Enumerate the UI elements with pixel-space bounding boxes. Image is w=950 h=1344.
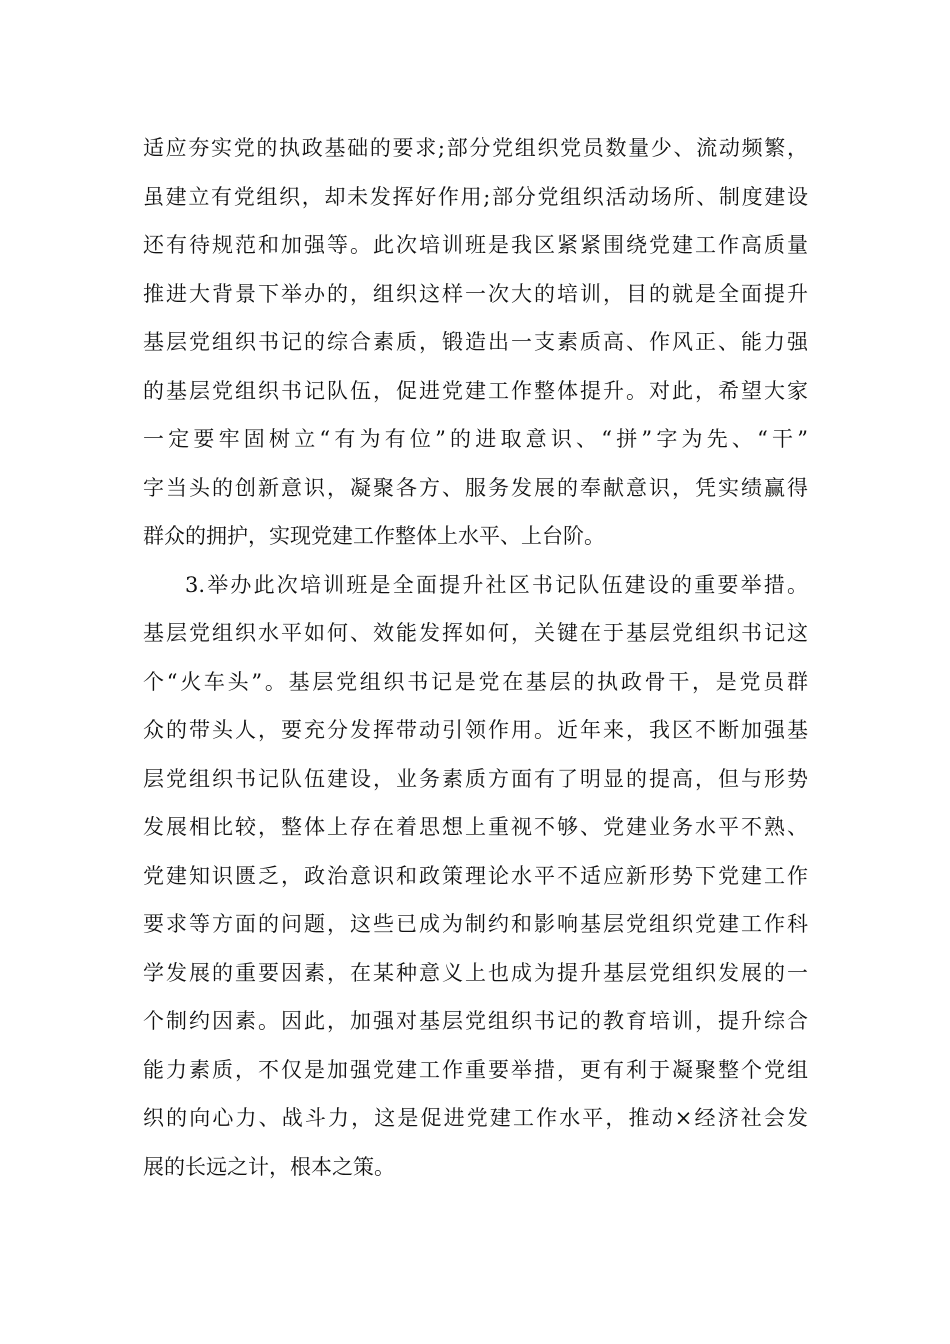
- text-line: 个制约因素。因此，加强对基层党组织书记的教育培训，提升综合: [143, 1009, 808, 1033]
- document-body: [143, 124, 808, 1191]
- paragraph-end-line: 群众的拥护，实现党建工作整体上水平、上台阶。: [143, 524, 605, 548]
- text-line: 学发展的重要因素，在某种意义上也成为提升基层党组织发展的一: [143, 960, 808, 985]
- text-line: 层党组织书记队伍建设，业务素质方面有了明显的提高，但与形势: [143, 766, 808, 791]
- text-line: 字当头的创新意识，凝聚各方、服务发展的奉献意识，凭实绩赢得: [143, 475, 808, 500]
- text-line: 织的向心力、战斗力，这是促进党建工作水平，推动×经济社会发: [143, 1106, 808, 1130]
- text-line: 党建知识匮乏，政治意识和政策理论水平不适应新形势下党建工作: [143, 863, 808, 888]
- text-line: 基层党组织书记的综合素质，锻造出一支素质高、作风正、能力强: [143, 330, 808, 354]
- text-line: 个“火车头”。基层党组织书记是党在基层的执政骨干，是党员群: [143, 669, 808, 694]
- text-line: 众的带头人，要充分发挥带动引领作用。近年来，我区不断加强基: [143, 718, 808, 742]
- text-line: 还有待规范和加强等。此次培训班是我区紧紧围绕党建工作高质量: [143, 233, 808, 257]
- text-line: 基层党组织水平如何、效能发挥如何，关键在于基层党组织书记这: [143, 621, 808, 645]
- paragraph-end-line: 展的长远之计，根本之策。: [143, 1154, 395, 1179]
- text-line: 的基层党组织书记队伍，促进党建工作整体提升。对此，希望大家: [143, 378, 808, 403]
- section-heading-line: 3.举办此次培训班是全面提升社区书记队伍建设的重要举措。: [185, 572, 808, 597]
- text-line: 推进大背景下举办的，组织这样一次大的培训，目的就是全面提升: [143, 281, 808, 306]
- text-line: 发展相比较，整体上存在着思想上重视不够、党建业务水平不熟、: [143, 815, 808, 839]
- text-line: 虽建立有党组织，却未发挥好作用;部分党组织活动场所、制度建设: [143, 184, 808, 209]
- text-line: 一定要牢固树立“有为有位”的进取意识、“拼”字为先、“干”: [143, 427, 808, 451]
- text-line: 要求等方面的问题，这些已成为制约和影响基层党组织党建工作科: [143, 912, 808, 936]
- text-line: 适应夯实党的执政基础的要求;部分党组织党员数量少、流动频繁，: [143, 136, 808, 160]
- text-line: 能力素质，不仅是加强党建工作重要举措，更有利于凝聚整个党组: [143, 1057, 808, 1082]
